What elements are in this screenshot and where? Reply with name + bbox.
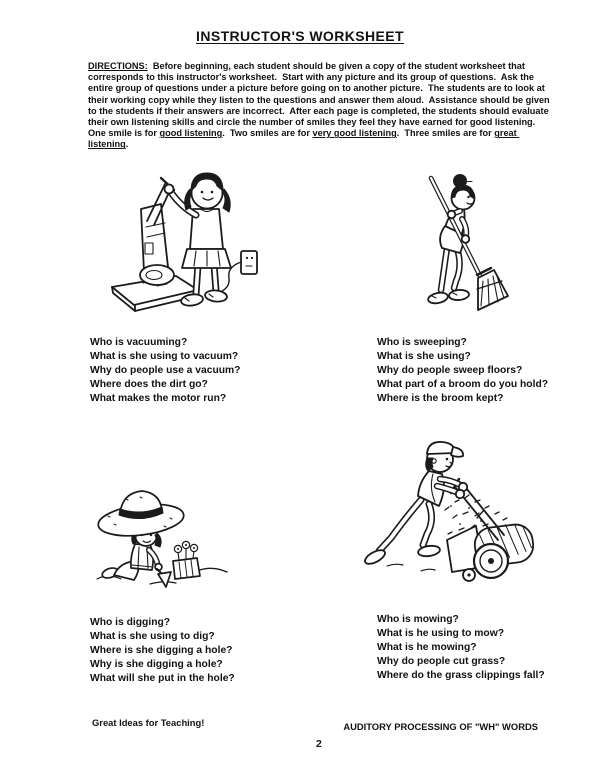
vacuuming-illustration: [97, 165, 262, 320]
footer-series-title: AUDITORY PROCESSING OF "WH" WORDS: [343, 721, 538, 732]
directions-underline-2: very good listening: [312, 128, 397, 139]
question-item: What will she put in the hole?: [90, 672, 235, 684]
mowing-illustration: [363, 438, 543, 588]
digging-drawing: [94, 484, 229, 594]
question-item: What is she using to vacuum?: [90, 350, 239, 362]
mowing-drawing: [363, 438, 543, 588]
digging-questions: [90, 616, 235, 686]
page-number: 2: [316, 738, 322, 750]
digging-illustration: [94, 484, 229, 594]
question-item: Where do the grass clippings fall?: [377, 669, 545, 681]
question-item: Where is the broom kept?: [377, 392, 504, 404]
question-item: What is he using to mow?: [377, 627, 504, 639]
directions-body-1: Before beginning, each student should be given a copy of the student worksheet that corresponds to this instructor's worksheet. Start with any picture and its group of questions. Ask the entire group of questions under a picture before going on to another picture. The students are to look at their working copy while they listen to the questions and answer them aloud. Assistance should be given to the students if their answers are incorrect. After each page is completed, the students should evaluate their own listening skills and circle the number of smiles they feel they have earned for good listening. One smile is for: [88, 61, 553, 139]
directions-body-4: .: [125, 139, 129, 150]
mowing-questions: [377, 613, 545, 683]
page-title-text: INSTRUCTOR'S WORKSHEET: [196, 28, 404, 44]
cap-brim: [451, 447, 463, 457]
directions-body-2: . Two smiles are for: [222, 128, 313, 139]
question-item: Who is mowing?: [377, 614, 459, 625]
question-item: What is she using?: [377, 350, 471, 362]
question-item: Why do people use a vacuum?: [90, 364, 241, 376]
sweeping-questions: [377, 336, 548, 406]
question-item: What part of a broom do you hold?: [377, 378, 549, 390]
question-item: Who is vacuuming?: [90, 337, 188, 348]
ground-line: [387, 564, 435, 571]
question-item: What is she using to dig?: [90, 630, 215, 642]
directions-paragraph: [88, 61, 558, 151]
question-item: Who is digging?: [90, 617, 171, 628]
girl-digging-figure: [96, 491, 185, 580]
question-item: Why do people cut grass?: [377, 655, 506, 667]
directions-label: DIRECTIONS:: [88, 61, 148, 71]
vacuuming-drawing: [97, 165, 262, 320]
directions-body-3: . Three smiles are for: [396, 128, 495, 139]
flower-box: [173, 541, 200, 579]
question-item: What is he mowing?: [377, 641, 477, 653]
trowel: [157, 569, 171, 587]
question-item: Why do people sweep floors?: [377, 364, 523, 376]
question-item: Why is she digging a hole?: [90, 658, 223, 670]
question-item: Who is sweeping?: [377, 337, 467, 348]
page-title: [0, 28, 600, 44]
footer-publisher: Great Ideas for Teaching!: [92, 717, 205, 728]
directions-underline-3: great listening: [88, 128, 520, 150]
question-item: Where does the dirt go?: [90, 378, 208, 390]
vacuuming-questions: [90, 336, 240, 406]
directions-underline-1: good listening: [159, 128, 223, 139]
question-item: What makes the motor run?: [90, 392, 227, 404]
sweeping-drawing: [404, 169, 519, 317]
sweeping-illustration: [404, 169, 519, 317]
question-item: Where is she digging a hole?: [90, 644, 233, 656]
